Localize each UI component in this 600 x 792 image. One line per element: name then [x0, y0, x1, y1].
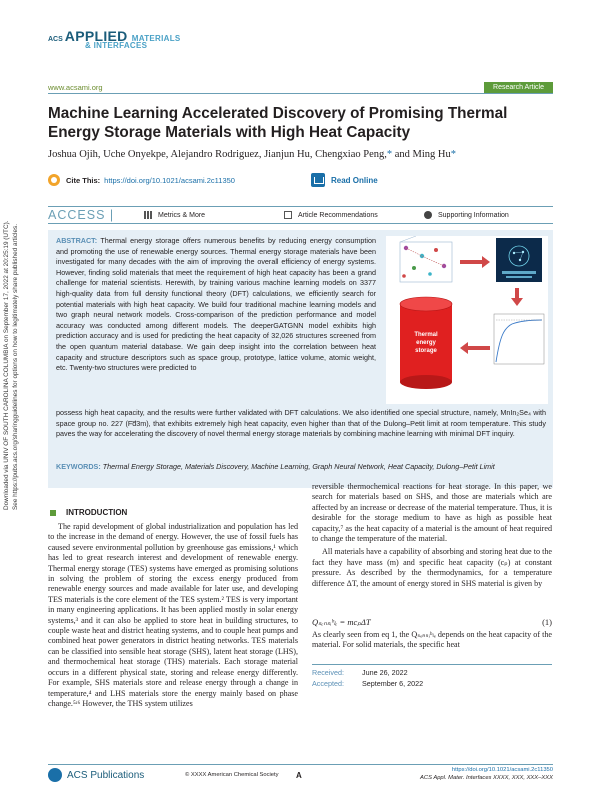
equation-number: (1) [542, 617, 552, 627]
cylinder-label-3: storage [415, 348, 437, 354]
intro-paragraph-1: The rapid development of global industrialization and population has led to the increase in the demand of energy. However, the use of fossil fuels has caused severe environmental pollution by greenhouse gas emissions,¹ which has led to great research interest and development of renewable energy. Thermal energy storage (TES) systems have emerged as promising solutions in solving the problem of storing the excess energy produced from renewable energy sources and made available for later use, and developing TES materials is the core element of the TES system.² TES is very important in many engineering applications. It has been applied mostly in solar energy systems,³ and it can also be applied to store heat in building structures, to couple waste heat and district heating systems, and to couple heat pumps and combined heat power generators in district heating networks. TES materials can be classified into sensible heat storage (SHS), latent heat storage (LHS), and thermochemical heat storage (THS) materials. Each storage material occurs in a different physical state, storing and release energy differently. For example, SHS materials store and release energy through a change in temperature,⁴ and LHS materials store the energy mainly based on phase change.⁵ʴ⁶ However, the THS system utilizes [48, 522, 298, 708]
abstract-label: ABSTRACT: [56, 236, 98, 245]
accepted-label: Accepted: [312, 679, 344, 688]
logo-interfaces: & INTERFACES [85, 41, 148, 50]
read-online-button[interactable] [311, 172, 378, 188]
bar-chart-icon [144, 211, 152, 219]
metrics-link[interactable] [144, 211, 284, 219]
received-row [312, 667, 552, 678]
abstract-part1 [56, 236, 376, 374]
section-marker-icon [50, 510, 56, 516]
arrow-down-icon [511, 288, 523, 306]
intro-heading [50, 508, 127, 517]
journal-url[interactable]: www.acsami.org [48, 83, 103, 92]
read-online-label: Read Online [331, 175, 378, 185]
thermal-storage-cylinder [400, 297, 452, 389]
article-type-badge: Research Article [484, 82, 553, 94]
metrics-label: Metrics & More [158, 211, 206, 219]
equation-body: Qₛₑₙₛᵢᵇₗₑ = mcₚΔT [312, 617, 371, 627]
intro-heading-text: INTRODUCTION [66, 508, 128, 517]
cite-label: Cite This: [66, 175, 101, 185]
heat-capacity-curve [494, 314, 544, 364]
author-list [48, 149, 553, 160]
cite-icon [48, 174, 60, 186]
recommendations-label: Article Recommendations [298, 211, 378, 219]
accepted-row [312, 678, 552, 689]
doi-link[interactable]: https://doi.org/10.1021/acsami.2c11350 [104, 175, 235, 185]
logo-acs: ACS [48, 36, 63, 43]
corresponding-star-2[interactable]: * [450, 149, 456, 160]
document-icon [284, 211, 292, 219]
equation-1 [312, 617, 552, 628]
footer-doi-link[interactable]: https://doi.org/10.1021/acsami.2c11350 [451, 767, 553, 773]
acs-publications-logo[interactable] [48, 768, 144, 782]
footer-divider [48, 764, 553, 765]
keywords-label: KEYWORDS: [56, 462, 101, 471]
intro-paragraph-2: reversible thermochemical reactions for heat storage. In this paper, we search for materials based on SHS, and those are materials which are affected by an increase or decrease of the material temperature. Thus, it is desirable for the storage medium to have as high as possible heat capacity,⁷ as the heat capacity of a material is the amount of heat required to change the temperature of the material. [312, 482, 552, 544]
read-online-icon [311, 173, 325, 187]
access-bar [48, 206, 553, 224]
article-dates [312, 664, 552, 689]
intro-right-column [312, 482, 552, 589]
cylinder-label-1: Thermal [414, 332, 438, 338]
cylinder-label-2: energy [416, 340, 436, 346]
logo-applied-text: APPLIED [64, 28, 128, 44]
abstract-text-1: Thermal energy storage offers numerous benefits by reducing energy consumption and promoting the use of renewable energy sources. Thermal energy storage materials have been investigated for many decades with the aim of improving the overall efficiency of energy systems. However, finding solid materials that meet the requirement of high heat capacity has been a grand challenge for material scientists. Herewith, by training various machine learning models on 3377 high-quality data from full density functional theory (DFT) calculations, we efficiently search for potential materials with high heat capacity. We build four traditional machine learning models and two graph neural network models. Cross-comparison of the prediction performance and model accuracy was conducted among different models. The deeperGATGNN model exhibits high prediction accuracy and is used for predicting the heat capacity of 32,026 structures screened from the open quantum material database. We gain deep insight into the correlation between heat capacity and structure descriptors such as space group, prototype, lattice volume, atomic weight, etc. Twenty-two structures were predicted to [56, 236, 377, 373]
header-divider [48, 93, 553, 94]
accepted-date: September 6, 2022 [362, 679, 424, 688]
download-note-line2: See https://pubs.acs.org/sharingguidelines for options on how to legitimately share published articles. [12, 224, 19, 510]
acs-publications-text: ACS Publications [67, 769, 145, 781]
authors-main: Joshua Ojih, Uche Onyekpe, Alejandro Rodriguez, Jianjun Hu, Chengxiao Peng, [48, 149, 387, 160]
logo-materials: MATERIALS [131, 34, 181, 43]
crystal-structure-image [400, 236, 452, 282]
journal-logo[interactable] [48, 28, 181, 52]
download-note [2, 190, 30, 510]
download-note-line1: Downloaded via UNIV OF SOUTH CAROLINA COLUMBIA on September 17, 2022 at 20:25:19 (UTC). [3, 220, 10, 510]
received-date: June 26, 2022 [362, 668, 408, 677]
footer-journal-ref: ACS Appl. Mater. Interfaces XXXX, XXX, XXX–XXX [420, 775, 553, 781]
arrow-left-icon [460, 342, 490, 354]
received-label: Received: [312, 668, 344, 677]
intro-paragraph-3: All materials have a capability of absorbing and storing heat due to the fact they have mass (m) and specific heat capacity (cₚ) at constant pressure. As described by the thermodynamics, for a temperature difference ΔT, the amount of energy stored in SHS material is given by [312, 547, 552, 588]
arrow-right-icon [460, 256, 490, 268]
neural-network-image [496, 238, 542, 282]
supporting-info-icon [424, 211, 432, 219]
copyright: © XXXX American Chemical Society [185, 772, 279, 778]
access-label: ACCESS | [48, 208, 115, 222]
article-title: Machine Learning Accelerated Discovery of Promising Thermal Energy Storage Materials with High Heat Capacity [48, 105, 508, 141]
recommendations-link[interactable] [284, 211, 424, 219]
page-number: A [296, 771, 302, 780]
acs-logo-icon [48, 768, 62, 782]
intro-paragraph-4: As clearly seen from eq 1, the Qₛₑₙₛᵢᵇₗₑ depends on the heat capacity of the material. For solid materials, the specific heat [312, 630, 552, 650]
keywords [56, 462, 546, 473]
footer-citation [390, 766, 553, 782]
supporting-info-link[interactable] [424, 211, 509, 219]
keywords-text: Thermal Energy Storage, Materials Discovery, Machine Learning, Graph Neural Network, Heat Capacity, Dulong–Petit Limit [102, 462, 495, 471]
abstract-part2: possess high heat capacity, and the results were further validated with DFT calculations. We also identified one special structure, namely, MnIn₂Se₄ with space group no. 227 (Fd̅3m), that exhibits extremely high heat capacity, even higher than that of the Dulong–Petit limit at room temperature. This study paves the way for accelerating the discovery of novel thermal energy storage materials by combining machine learning with minimal DFT inquiry. [56, 408, 546, 439]
corresponding-star-1[interactable]: * [386, 149, 393, 160]
toc-graphic-svg [386, 236, 548, 404]
author-last: and Ming Hu [392, 149, 451, 160]
toc-graphic[interactable] [386, 236, 548, 404]
supporting-info-label: Supporting Information [438, 211, 509, 219]
